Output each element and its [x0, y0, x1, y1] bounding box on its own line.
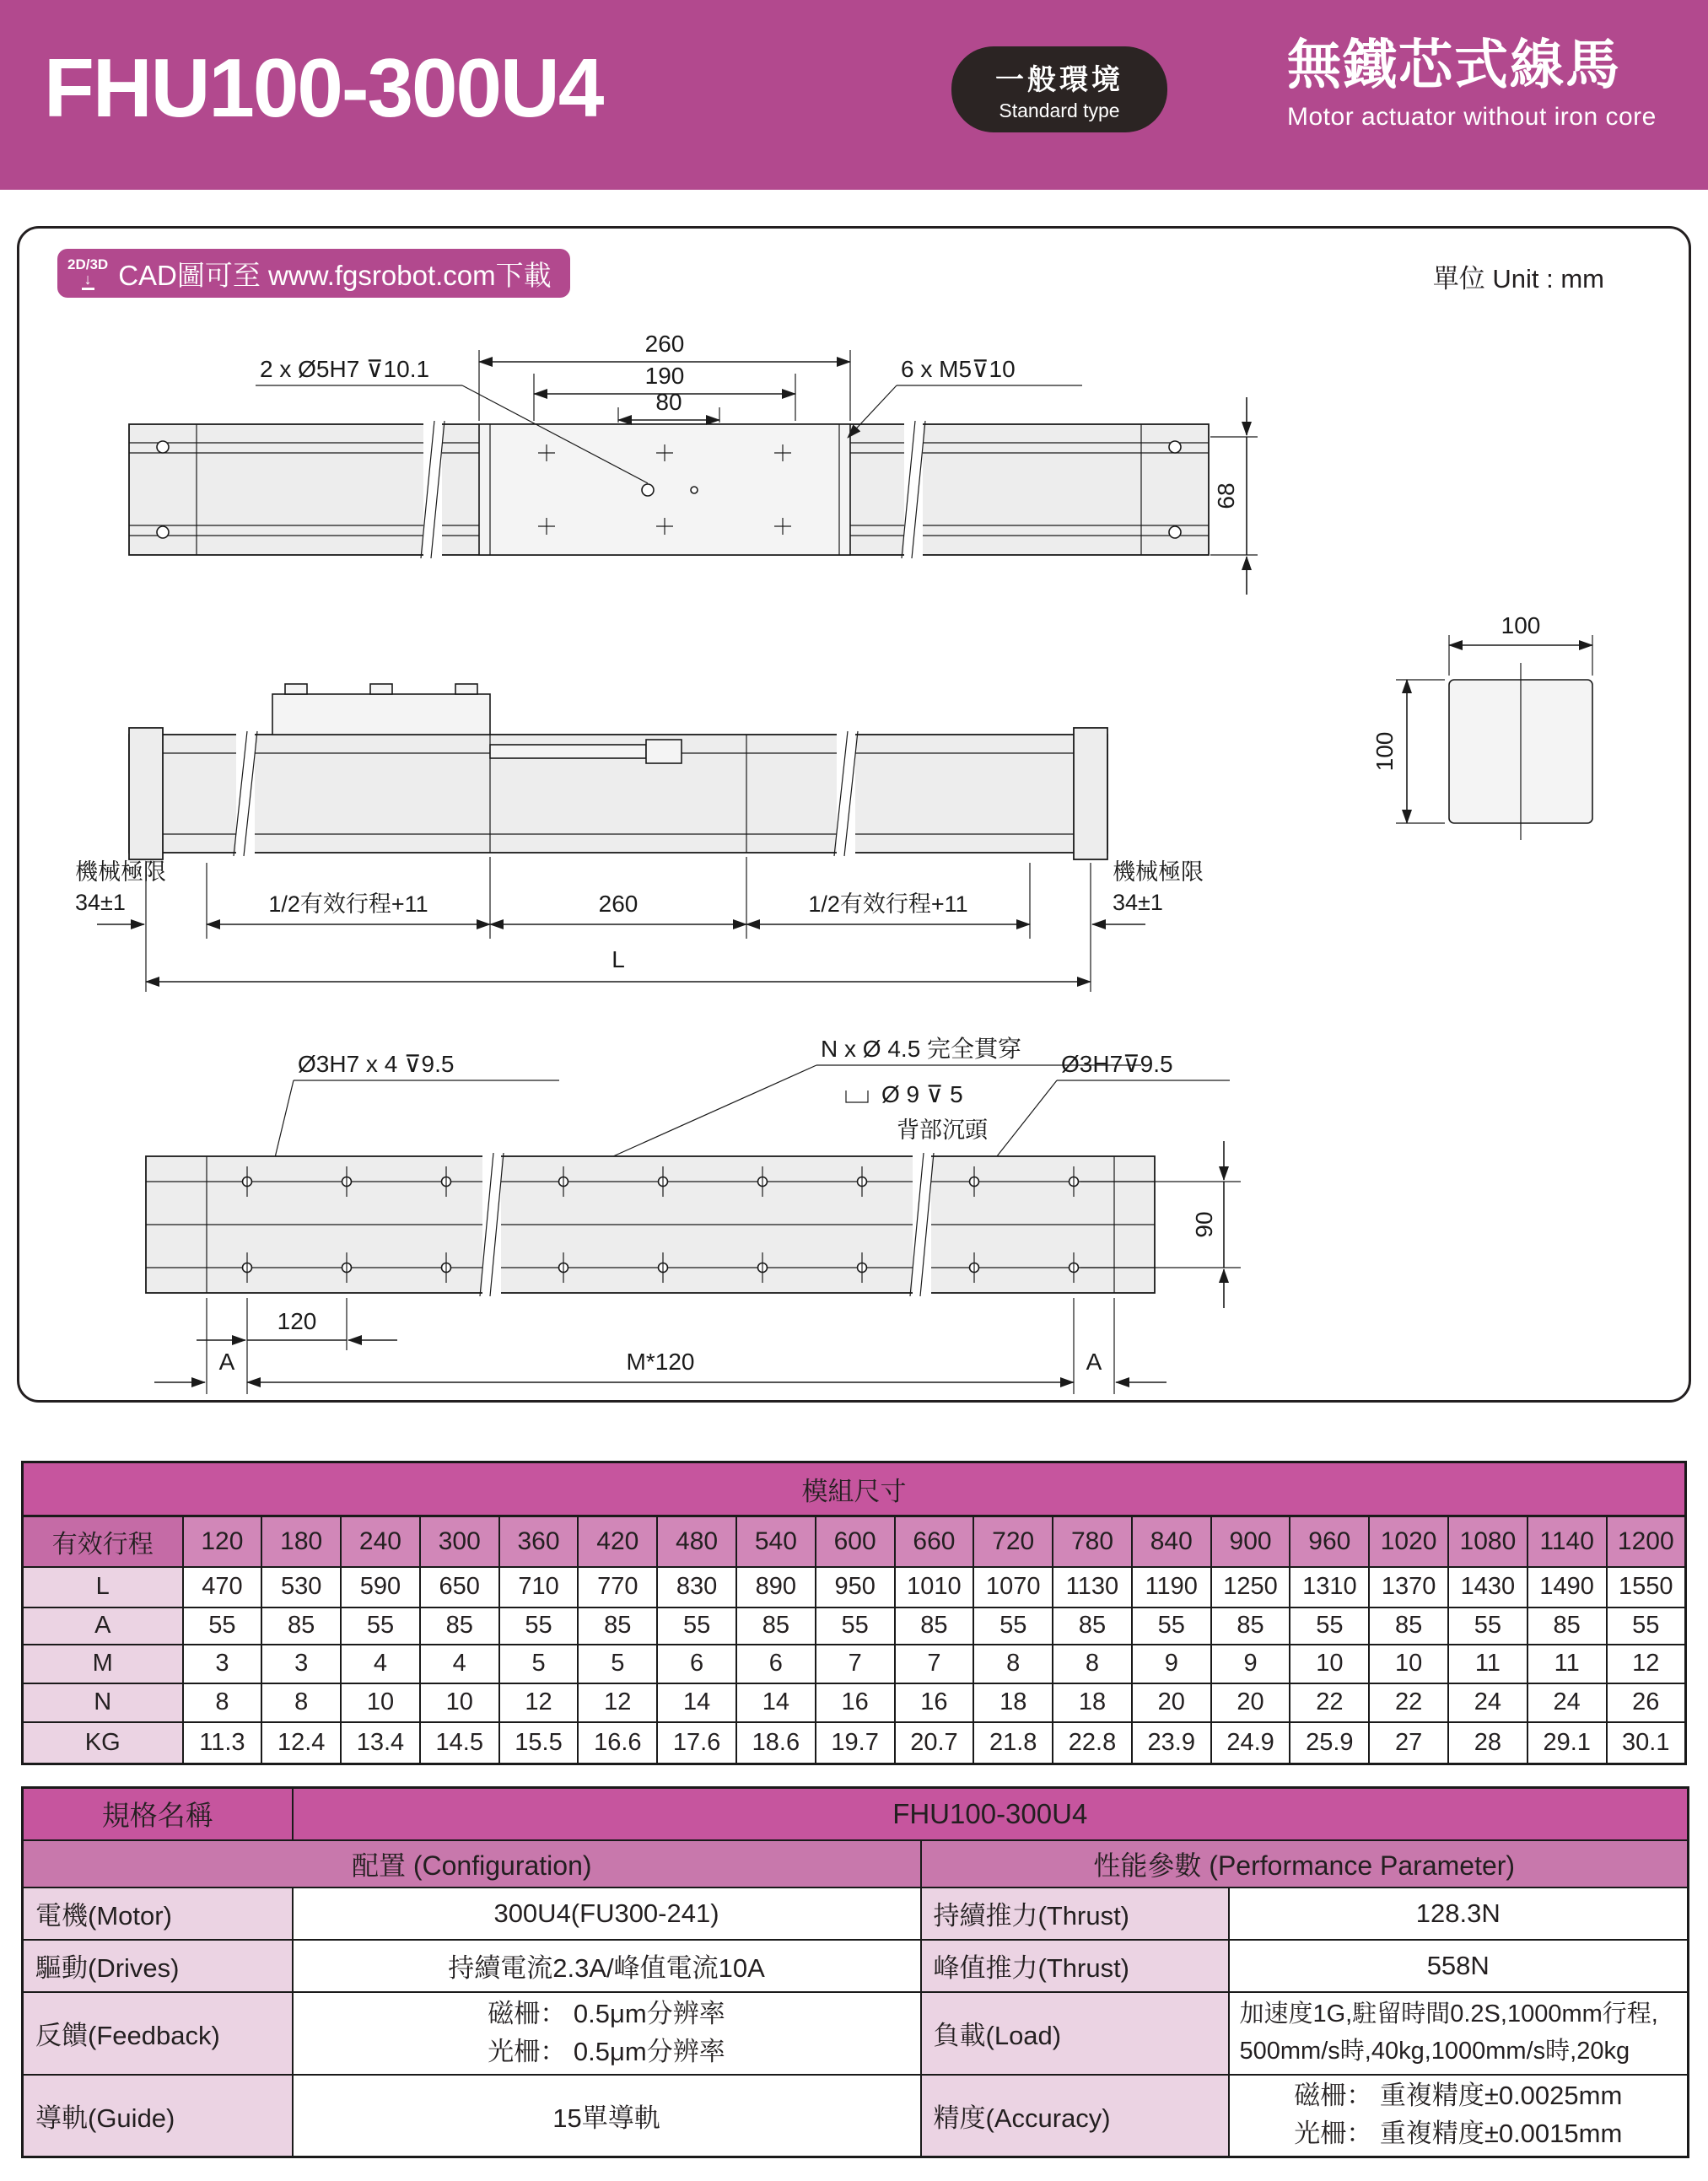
feedback-label: 反饋(Feedback)	[23, 1992, 293, 2075]
thrust-peak-value: 558N	[1229, 1940, 1689, 1992]
spec-section-row	[23, 1840, 1689, 1888]
table-cell: 1370	[1369, 1567, 1448, 1607]
table-cell: 55	[1607, 1607, 1686, 1645]
table-cell: 5	[578, 1645, 657, 1683]
table-cell: 21.8	[973, 1722, 1053, 1764]
table-cell: 55	[657, 1607, 736, 1645]
stroke-value-cell: 1080	[1448, 1516, 1528, 1567]
unit-label: 單位 Unit : mm	[1432, 264, 1604, 293]
table-cell: 24	[1528, 1683, 1607, 1722]
table-cell: 4	[341, 1645, 420, 1683]
table-cell: 8	[1053, 1645, 1132, 1683]
accuracy-label: 精度(Accuracy)	[921, 2075, 1229, 2157]
limit-left-zh: 機械極限	[75, 859, 166, 885]
row-KG	[23, 1722, 1686, 1764]
table-cell: 26	[1607, 1683, 1686, 1722]
table-cell: 11	[1528, 1645, 1607, 1683]
config-section-header: 配置 (Configuration)	[23, 1840, 921, 1888]
table-cell: 22.8	[1053, 1722, 1132, 1764]
table-cell: 12.4	[261, 1722, 341, 1764]
stroke-value-cell: 120	[183, 1516, 262, 1567]
table-cell: 23.9	[1132, 1722, 1211, 1764]
table-cell: 3	[183, 1645, 262, 1683]
limit-left-val: 34±1	[75, 890, 126, 915]
label-counterbore: Ø 9 ⊽ 5	[881, 1081, 963, 1107]
row-L	[23, 1567, 1686, 1607]
stroke-value-cell: 660	[895, 1516, 974, 1567]
motor-label: 電機(Motor)	[23, 1888, 293, 1940]
table-cell: 85	[1053, 1607, 1132, 1645]
guide-value: 15單導軌	[293, 2075, 921, 2157]
table-cell: 29.1	[1528, 1722, 1607, 1764]
table-cell: 1190	[1132, 1567, 1211, 1607]
specification-table	[21, 1786, 1689, 2158]
row-header-A: A	[23, 1607, 183, 1645]
dim-260-side: 260	[598, 891, 638, 917]
stroke-value-cell: 720	[973, 1516, 1053, 1567]
spec-row-guide	[23, 2075, 1689, 2157]
table-cell: 55	[499, 1607, 579, 1645]
label-dowel-left: Ø3H7 x 4 ⊽9.5	[298, 1051, 455, 1077]
table-cell: 14	[736, 1683, 816, 1722]
badge-label-en: Standard type	[999, 100, 1120, 121]
stroke-left-dim: 1/2有效行程+11	[268, 891, 428, 917]
table-cell: 1010	[895, 1567, 974, 1607]
table-cell: 20	[1211, 1683, 1290, 1722]
row-header-M: M	[23, 1645, 183, 1683]
table-cell: 6	[736, 1645, 816, 1683]
table-cell: 10	[1369, 1645, 1448, 1683]
table-cell: 17.6	[657, 1722, 736, 1764]
table-cell: 8	[973, 1645, 1053, 1683]
limit-right-zh: 機械極限	[1113, 859, 1204, 885]
table-cell: 85	[578, 1607, 657, 1645]
badge-label-zh: 一般環境	[995, 64, 1123, 96]
thrust-cont-label: 持續推力(Thrust)	[921, 1888, 1229, 1940]
stroke-value-cell: 1140	[1528, 1516, 1607, 1567]
table-title: 模組尺寸	[23, 1462, 1686, 1516]
stroke-value-cell: 600	[816, 1516, 895, 1567]
table-cell: 890	[736, 1567, 816, 1607]
drives-value: 持續電流2.3A/峰值電流10A	[293, 1940, 921, 1992]
stroke-value-cell: 240	[341, 1516, 420, 1567]
table-cell: 9	[1211, 1645, 1290, 1683]
page-title: FHU100-300U4	[44, 41, 603, 134]
row-M	[23, 1645, 1686, 1683]
table-cell: 1070	[973, 1567, 1053, 1607]
stroke-value-cell: 840	[1132, 1516, 1211, 1567]
table-cell: 9	[1132, 1645, 1211, 1683]
stroke-value-cell: 900	[1211, 1516, 1290, 1567]
table-cell: 590	[341, 1567, 420, 1607]
table-cell: 770	[578, 1567, 657, 1607]
product-type-zh: 無鐵芯式線馬	[1287, 35, 1621, 95]
top-view	[129, 331, 1258, 595]
table-cell: 22	[1369, 1683, 1448, 1722]
section-height-dim: 100	[1371, 731, 1398, 772]
label-back-countersunk: 背部沉頭	[897, 1117, 988, 1143]
table-cell: 11.3	[183, 1722, 262, 1764]
technical-drawing	[19, 229, 1689, 1400]
table-cell: 55	[341, 1607, 420, 1645]
table-cell: 85	[1211, 1607, 1290, 1645]
spec-name-value: FHU100-300U4	[293, 1788, 1689, 1840]
spec-row-feedback	[23, 1992, 1689, 2075]
table-cell: 710	[499, 1567, 579, 1607]
dim-a-left: A	[218, 1349, 235, 1375]
counterbore-icon	[846, 1090, 868, 1102]
accuracy-value: 磁柵： 重複精度±0.0025mm 光柵： 重複精度±0.0015mm	[1229, 2075, 1689, 2157]
performance-section-header: 性能參數 (Performance Parameter)	[921, 1840, 1689, 1888]
dim-total-L: L	[612, 946, 625, 972]
dim-height-68: 68	[1213, 482, 1239, 509]
table-cell: 85	[895, 1607, 974, 1645]
table-cell: 1430	[1448, 1567, 1528, 1607]
table-cell: 10	[341, 1683, 420, 1722]
feedback-value: 磁柵： 0.5μm分辨率 光柵： 0.5μm分辨率	[293, 1992, 921, 2075]
table-cell: 55	[816, 1607, 895, 1645]
cad-download-text: CAD圖可至 www.fgsrobot.com下載	[118, 259, 552, 291]
side-view	[75, 612, 1592, 992]
drawing-panel	[17, 226, 1691, 1403]
stroke-value-cell: 420	[578, 1516, 657, 1567]
table-cell: 10	[420, 1683, 499, 1722]
stroke-value-cell: 1200	[1607, 1516, 1686, 1567]
table-cell: 25.9	[1290, 1722, 1369, 1764]
load-value: 加速度1G,駐留時間0.2S,1000mm行程, 500mm/s時,40kg,1000mm/s時,20kg	[1229, 1992, 1689, 2075]
drives-label: 驅動(Drives)	[23, 1940, 293, 1992]
table-cell: 55	[183, 1607, 262, 1645]
table-cell: 19.7	[816, 1722, 895, 1764]
table-cell: 8	[183, 1683, 262, 1722]
dim-190: 190	[644, 363, 685, 389]
row-header-N: N	[23, 1683, 183, 1722]
table-cell: 13.4	[341, 1722, 420, 1764]
module-dimension-table	[21, 1461, 1687, 1765]
carriage	[272, 694, 490, 735]
row-header-KG: KG	[23, 1722, 183, 1764]
thrust-peak-label: 峰值推力(Thrust)	[921, 1940, 1229, 1992]
spec-name-row	[23, 1788, 1689, 1840]
table-cell: 10	[1290, 1645, 1369, 1683]
table-cell: 5	[499, 1645, 579, 1683]
label-tap-holes: 6 x M5⊽10	[901, 356, 1016, 382]
spec-name-label: 規格名稱	[23, 1788, 293, 1840]
table-cell: 6	[657, 1645, 736, 1683]
page-header	[0, 0, 1708, 190]
table-cell: 16	[816, 1683, 895, 1722]
table-cell: 85	[1528, 1607, 1607, 1645]
table-cell: 20	[1132, 1683, 1211, 1722]
row-A	[23, 1607, 1686, 1645]
table-cell: 28	[1448, 1722, 1528, 1764]
label-through-holes: N x Ø 4.5 完全貫穿	[821, 1036, 1022, 1062]
dim-260: 260	[644, 331, 685, 357]
table-cell: 1250	[1211, 1567, 1290, 1607]
stroke-value-cell: 540	[736, 1516, 816, 1567]
row-header-L: L	[23, 1567, 183, 1607]
stroke-value-cell: 960	[1290, 1516, 1369, 1567]
load-label: 負載(Load)	[921, 1992, 1229, 2075]
table-cell: 1490	[1528, 1567, 1607, 1607]
limit-right-val: 34±1	[1113, 890, 1163, 915]
table-cell: 12	[578, 1683, 657, 1722]
standard-type-badge	[951, 46, 1167, 132]
table-cell: 8	[261, 1683, 341, 1722]
dim-span-m120: M*120	[626, 1349, 695, 1375]
table-title-row	[23, 1462, 1686, 1516]
section-width-dim: 100	[1501, 612, 1541, 638]
table-cell: 55	[973, 1607, 1053, 1645]
motor-value: 300U4(FU300-241)	[293, 1888, 921, 1940]
table-cell: 7	[895, 1645, 974, 1683]
stroke-value-cell: 480	[657, 1516, 736, 1567]
guide-label: 導軌(Guide)	[23, 2075, 293, 2157]
table-cell: 55	[1448, 1607, 1528, 1645]
table-cell: 85	[1369, 1607, 1448, 1645]
table-cell: 30.1	[1607, 1722, 1686, 1764]
table-cell: 55	[1290, 1607, 1369, 1645]
table-cell: 24.9	[1211, 1722, 1290, 1764]
table-cell: 16.6	[578, 1722, 657, 1764]
dim-80: 80	[655, 389, 682, 415]
table-cell: 18	[1053, 1683, 1132, 1722]
table-cell: 14	[657, 1683, 736, 1722]
table-cell: 85	[736, 1607, 816, 1645]
table-cell: 12	[1607, 1645, 1686, 1683]
table-cell: 7	[816, 1645, 895, 1683]
table-cell: 1550	[1607, 1567, 1686, 1607]
table-cell: 16	[895, 1683, 974, 1722]
table-cell: 18.6	[736, 1722, 816, 1764]
table-cell: 22	[1290, 1683, 1369, 1722]
download-icon-tag: 2D/3D	[67, 256, 109, 272]
table-cell: 950	[816, 1567, 895, 1607]
stroke-value-cell: 360	[499, 1516, 579, 1567]
download-arrow-icon: ↓	[82, 272, 94, 290]
table-cell: 11	[1448, 1645, 1528, 1683]
stroke-right-dim: 1/2有效行程+11	[808, 891, 968, 917]
table-cell: 18	[973, 1683, 1053, 1722]
product-type-en: Motor actuator without iron core	[1287, 103, 1657, 131]
thrust-cont-value: 128.3N	[1229, 1888, 1689, 1940]
label-dowel-right: Ø3H7⊽9.5	[1061, 1051, 1173, 1077]
table-cell: 12	[499, 1683, 579, 1722]
table-cell: 1310	[1290, 1567, 1369, 1607]
table-cell: 24	[1448, 1683, 1528, 1722]
row-header-stroke: 有效行程	[23, 1516, 183, 1567]
spec-row-motor	[23, 1888, 1689, 1940]
table-cell: 3	[261, 1645, 341, 1683]
dim-height-90: 90	[1191, 1211, 1217, 1238]
bottom-view	[146, 1036, 1241, 1394]
table-cell: 4	[420, 1645, 499, 1683]
stroke-value-cell: 1020	[1369, 1516, 1448, 1567]
table-cell: 830	[657, 1567, 736, 1607]
table-cell: 650	[420, 1567, 499, 1607]
table-cell: 530	[261, 1567, 341, 1607]
table-cell: 1130	[1053, 1567, 1132, 1607]
table-cell: 85	[261, 1607, 341, 1645]
stroke-value-cell: 180	[261, 1516, 341, 1567]
table-cell: 85	[420, 1607, 499, 1645]
table-cell: 14.5	[420, 1722, 499, 1764]
table-cell: 470	[183, 1567, 262, 1607]
row-N	[23, 1683, 1686, 1722]
stroke-header-row	[23, 1516, 1686, 1567]
spec-row-drives	[23, 1940, 1689, 1992]
stroke-value-cell: 780	[1053, 1516, 1132, 1567]
table-cell: 55	[1132, 1607, 1211, 1645]
table-cell: 15.5	[499, 1722, 579, 1764]
stroke-value-cell: 300	[420, 1516, 499, 1567]
table-cell: 27	[1369, 1722, 1448, 1764]
dim-a-right: A	[1086, 1349, 1102, 1375]
label-dowel-holes: 2 x Ø5H7 ⊽10.1	[260, 356, 430, 382]
dim-pitch-120: 120	[277, 1308, 317, 1334]
cross-section-view	[1371, 612, 1592, 840]
table-cell: 20.7	[895, 1722, 974, 1764]
product-type	[1287, 22, 1657, 132]
